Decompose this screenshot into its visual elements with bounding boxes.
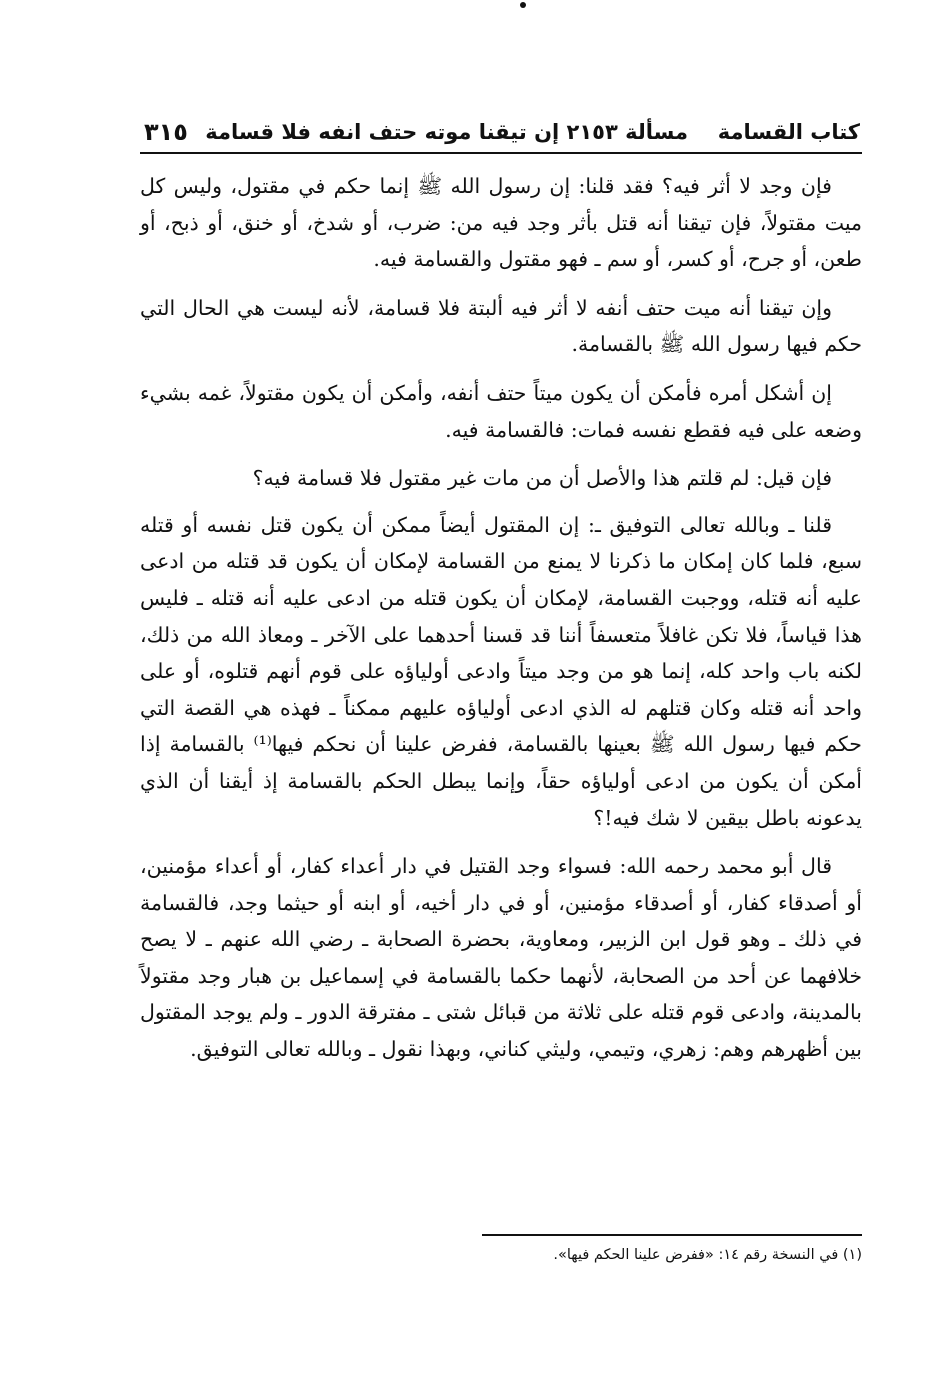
main-text <box>140 168 862 1080</box>
paragraph: فإن وجد لا أثر فيه؟ فقد قلنا: إن رسول الله ﷺ إنما حكم في مقتول، وليس كل ميت مقتولاً، فإن تيقنا أنه قتل بأثر وجد فيه من: ضرب، أو شدخ، أو خنق، أو ذبح، أو طعن، أو جرح، أو كسر، أو سم ـ فهو مقتول والقسامة فيه. <box>140 174 862 272</box>
top-dot <box>520 2 526 8</box>
footnote: (١) في النسخة رقم ١٤: «ففرض علينا الحكم فيها». <box>553 1247 862 1263</box>
paragraph: إن أشكل أمره فأمكن أن يكون ميتاً حتف أنفه، وأمكن أن يكون مقتولاً، غمه بشيء وضعه على فيه فقطع نفسه فمات: فالقسامة فيه. <box>140 380 862 442</box>
page-number: ٣١٥ <box>144 118 188 146</box>
issue-title: مسألة ٢١٥٣ إن تيقنا موته حتف انفه فلا قسامة <box>205 120 688 144</box>
paragraph: وإن تيقنا أنه ميت حتف أنفه لا أثر فيه ألبتة فلا قسامة، لأنه ليست هي الحال التي حكم فيها رسول الله ﷺ بالقسامة. <box>140 295 862 357</box>
paragraph: قال أبو محمد رحمه الله: فسواء وجد القتيل في دار أعداء كفار، أو أعداء مؤمنين، أو أصدقاء كفار، أو أصدقاء مؤمنين، أو في دار أخيه، أو ابنه أو حيثما وجد، فالقسامة في ذلك ـ وهو قول ابن الزبير، ومعاوية، بحضرة الصحابة ـ رضي الله عنهم ـ لا يصح خلافهما عن أحد من الصحابة، لأنهما حكما بالقسامة في إسماعيل بن هبار وجد مقتولاً بالمدينة، وادعى قوم قتله على ثلاثة من قبائل شتى ـ مفترقة الدور ـ ولم يوجد المقتول بين أظهرهم وهم: زهري، وتيمي، وليثي كناني، وبهذا نقول ـ وبالله تعالى التوفيق. <box>140 854 862 1062</box>
footnote-rule <box>482 1234 862 1236</box>
header-rule <box>140 152 862 154</box>
paragraph: قلنا ـ وبالله تعالى التوفيق ـ: إن المقتول أيضاً ممكن أن يكون قتل نفسه أو قتله سبع، فلما كان إمكان ما ذكرنا لا يمنع من القسامة لإمكان أن يكون قد قتله من ادعى عليه أنه قتله، ووجبت القسامة، لإمكان أن يكون قتله من ادعى عليه أنه قتله ـ فليس هذا قياساً، فلا تكن غافلاً متعسفاً أننا قد قسنا أحدهما على الآخر ـ ومعاذ الله من ذلك، لكنه باب واحد كله، إنما هو من وجد ميتاً وادعى أولياؤه على قوم أنهم قتلوه، أو على واحد أنه قتله وكان قتلهم له الذي ادعى أولياؤه عليهم ممكناً ـ فهذه هي القصة التي حكم فيها رسول الله ﷺ بعينها بالقسامة، ففرض علينا أن نحكم فيها⁽¹⁾ بالقسامة إذا أمكن أن يكون من ادعى أولياؤه حقاً، وإنما يبطل الحكم بالقسامة إذ أيقنا أن الذي يدعونه باطل بيقين لا شك فيه!؟ <box>140 512 862 830</box>
book-title: كتاب القسامة <box>717 120 860 144</box>
page-header <box>140 114 860 154</box>
paragraph: فإن قيل: لم قلتم هذا والأصل أن من مات غير مقتول فلا قسامة فيه؟ <box>252 466 832 491</box>
